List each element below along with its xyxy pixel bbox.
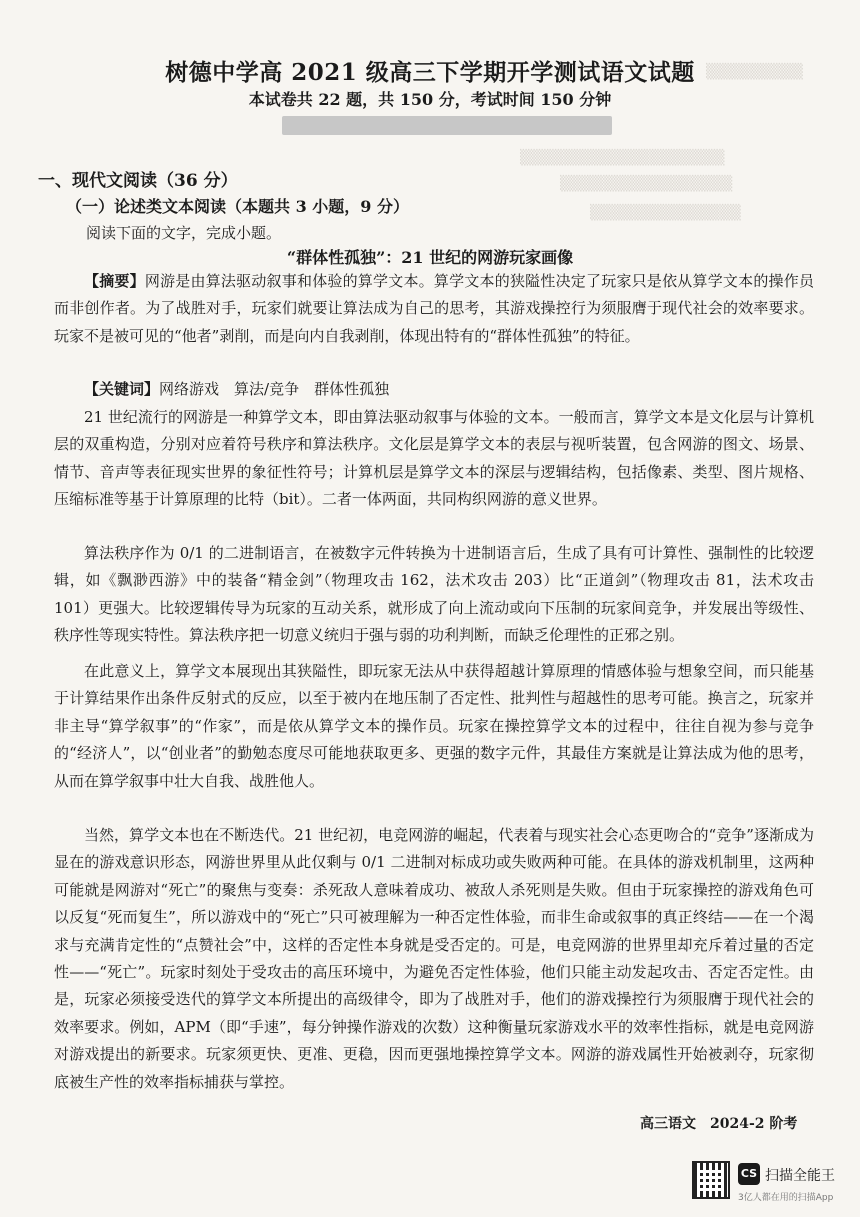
article-abstract — [54, 268, 814, 350]
qr-code-icon — [692, 1161, 730, 1199]
exam-subtitle: 本试卷共 22 题，共 150 分，考试时间 150 分钟 — [248, 90, 612, 109]
reading-instruction: 阅读下面的文字，完成小题。 — [86, 224, 282, 242]
bleed-through-artifact: ▒▒▒▒▒▒▒▒▒▒▒▒▒▒ — [590, 205, 741, 221]
bleed-through-artifact: ▒▒▒▒▒▒▒▒▒▒▒▒▒▒▒▒ — [560, 176, 733, 192]
redaction-bar — [282, 116, 612, 135]
subsection-title: （一）论述类文本阅读（本题共 3 小题，9 分） — [66, 197, 409, 216]
article-paragraph: 21 世纪流行的网游是一种算学文本，即由算法驱动叙事与体验的文本。一般而言，算学文本是文化层与计算机层的双重构造，分别对应着符号秩序和算法秩序。文化层是算学文本的表层与视听装置，包含网游的图文、场景、情节、音声等表征现实世界的象征性符号；计算机层是算学文本的深层与逻辑结构，包括像素、类型、图片规格、压缩标准等基于计算原理的比特（bit）。二者一体两面，共同构织网游的意义世界。 — [54, 408, 814, 509]
article-paragraph: 在此意义上，算学文本展现出其狭隘性，即玩家无法从中获得超越计算原理的情感体验与想象空间，而只能基于计算结果作出条件反射式的反应，以至于被内在地压制了否定性、批判性与超越性的思考可能。换言之，玩家并非主导“算学叙事”的“作家”，而是依从算学文本的操作员。玩家在操控算学文本的过程中，往往自视为参与竞争的“经济人”，以“创业者”的勤勉态度尽可能地获取更多、更强的数字元件，其最佳方案就是让算法成为他的思考，从而在算学叙事中壮大自我、战胜他人。 — [54, 662, 814, 790]
abstract-text: 网游是由算法驱动叙事和体验的算学文本。算学文本的狭隘性决定了玩家只是依从算学文本的操作员而非创作者。为了战胜对手，玩家们就要让算法成为自己的思考，其游戏操控行为须服膺于现代社会的效率要求。玩家不是被可见的“他者”剥削，而是向内自我剥削，体现出特有的“群体性孤独”的特征。 — [54, 272, 814, 345]
scanner-app-name: 扫描全能王 — [765, 1168, 835, 1184]
article-keywords — [54, 376, 814, 403]
keywords-text: 网络游戏 算法/竞争 群体性孤独 — [159, 380, 390, 398]
section-title: 一、现代文阅读（36 分） — [38, 171, 238, 191]
article-paragraph: 算法秩序作为 0/1 的二进制语言，在被数字元件转换为十进制语言后，生成了具有可计算性、强制性的比较逻辑，如《飘渺西游》中的装备“精金剑”（物理攻击 162，法术攻击 203）比“正道剑”（物理攻击 81，法术攻击 101）更强大。比较逻辑传导为玩家的互动关系，就形成了向上流动或向下压制的玩家间竞争，并发展出等级性、秩序性等现实特性。算法秩序把一切意义统归于强与弱的功利判断，而缺乏伦理性的正邪之别。 — [54, 544, 814, 645]
exam-title: 树德中学高 2021 级高三下学期开学测试语文试题 — [165, 59, 695, 86]
footer-label: 高三语文 2024-2 阶考 — [640, 1116, 798, 1132]
bleed-through-artifact: ▒▒▒▒▒▒▒▒▒ — [706, 64, 803, 80]
abstract-label: 【摘要】 — [84, 272, 145, 290]
article-title: “群体性孤独”：21 世纪的网游玩家画像 — [286, 248, 574, 267]
scanner-logo-icon: CS — [738, 1163, 760, 1185]
keywords-label: 【关键词】 — [84, 380, 160, 398]
article-paragraph: 当然，算学文本也在不断迭代。21 世纪初，电竞网游的崛起，代表着与现实社会心态更吻合的“竞争”逐渐成为显在的游戏意识形态，网游世界里从此仅剩与 0/1 二进制对标成功或失败两种可能。在具体的游戏机制里，这两种可能就是网游对“死亡”的聚焦与变奏：杀死敌人意味着成功、被敌人杀死则是失败。但由于玩家操控的游戏角色可以反复“死而复生”，所以游戏中的“死亡”只可被理解为一种否定性体验，而非生命或叙事的真正终结——在一个渴求与充满肯定性的“点赞社会”中，这样的否定性本身就是受否定的。可是，电竞网游的世界里却充斥着过量的否定性——“死亡”。玩家时刻处于受攻击的高压环境中，为避免否定性体验，他们只能主动发起攻击、否定否定性。由是，玩家必须接受迭代的算学文本所提出的高级律令，即为了战胜对手，他们的游戏操控行为须服膺于现代社会的效率要求。例如，APM（即“手速”，每分钟操作游戏的次数）这种衡量玩家游戏水平的效率性指标，就是电竞网游对游戏提出的新要求。玩家须更快、更准、更稳，因而更强地操控算学文本。网游的游戏属性开始被剥夺，玩家彻底被生产性的效率指标捕获与掌控。 — [54, 826, 814, 1091]
bleed-through-artifact: ▒▒▒▒▒▒▒▒▒▒▒▒▒▒▒▒▒▒▒ — [520, 150, 725, 166]
scanner-tagline: 3亿人都在用的扫描App — [738, 1193, 834, 1203]
